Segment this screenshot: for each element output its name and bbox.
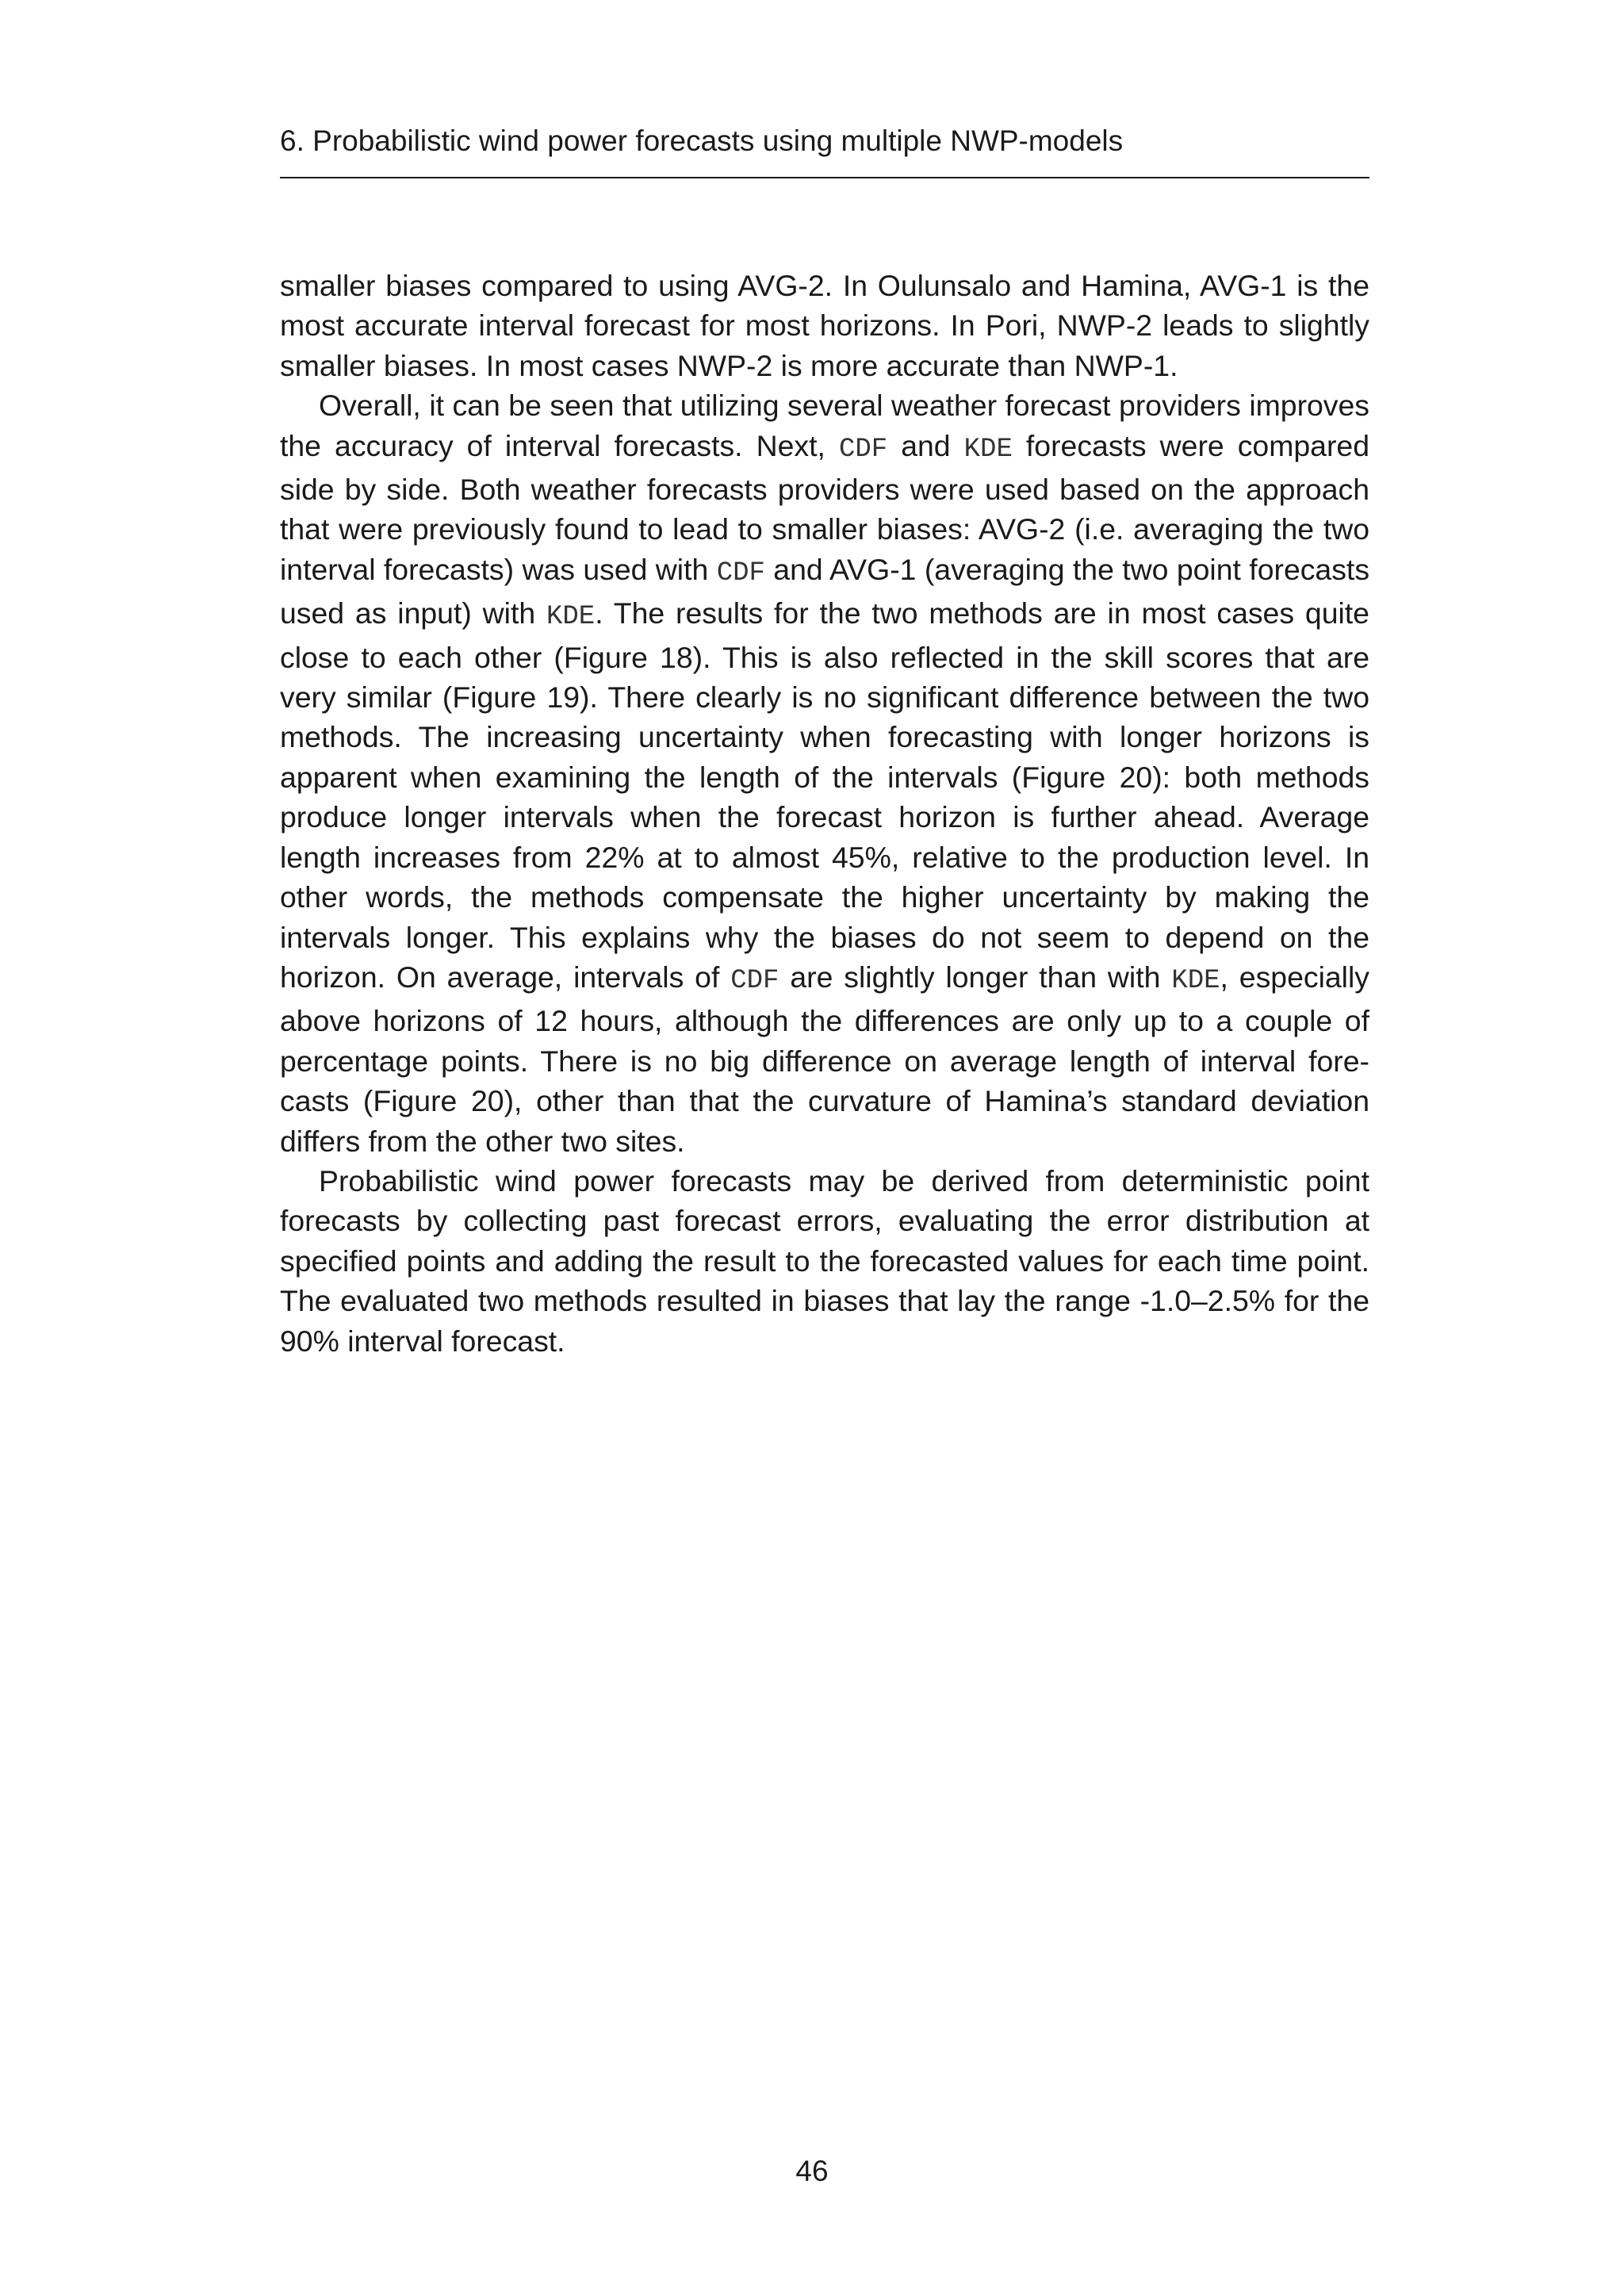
paragraph-3 [280, 1161, 1369, 1361]
code-term-kde: KDE [546, 602, 596, 633]
paragraph-2 [280, 385, 1369, 1161]
code-term-cdf: CDF [716, 558, 765, 588]
code-term-cdf: CDF [730, 965, 779, 996]
paragraph-1 [280, 266, 1369, 385]
paragraph-2-text-3: forecasts were compared side by side. Both weather forecasts providers were used based on the approach that were previously found to lead to smaller biases: AVG-2 (i.e. averaging the two interval forecasts) was used with [280, 428, 1369, 586]
code-term-kde: KDE [1171, 965, 1220, 996]
paragraph-2-text-2: and [887, 428, 964, 462]
paragraph-2-text-7: , especially above horizons of 12 hours, although the differences are only up to a couple of percentage points. There is no big difference on average length of interval forecasts (Figure 20), other than that the curvature of Hamina’s standard deviation differs from the other two sites. [280, 960, 1369, 1158]
paragraph-3-text: Probabilistic wind power forecasts may be derived from deterministic point forecasts by collecting past forecast errors, evaluating the error distribution at specified points and adding the result to the forecasted values for each time point. The evaluated two methods resulted in biases that lay the range -1.0–2.5% for the 90% interval forecast. [280, 1163, 1369, 1358]
paragraph-1-text: smaller biases compared to using AVG-2. In Oulunsalo and Hamina, AVG-1 is the most accurate interval forecast for most horizons. In Pori, NWP-2 leads to slightly smaller biases. In most cases NWP-2 is more accurate than NWP-1. [280, 269, 1369, 382]
code-term-kde: KDE [963, 434, 1013, 465]
paragraph-2-text-1: Overall, it can be seen that utilizing several weather forecast providers improves the accuracy of interval forecasts. Next, [280, 389, 1369, 462]
code-term-cdf: CDF [838, 434, 888, 465]
header-rule [280, 177, 1369, 178]
body-text [280, 266, 1369, 1361]
paragraph-2-text-5: . The results for the two methods are in most cases quite close to each other (Figure 18). This is also reflected in the skill scores that are very similar (Figure 19). There clearly is no significant difference between the two methods. The increasing uncertainty when forecasting with longer horizons is apparent when examining the length of the intervals (Figure 20): both methods produce longer intervals when the forecast horizon is further ahead. Average length increases from 22% at to almost 45%, relative to the production level. In other words, the methods compensate the higher uncertainty by making the intervals longer. This explains why the biases do not seem to depend on the horizon. On average, intervals of [280, 596, 1369, 994]
paragraph-2-text-6: are slightly longer than with [779, 960, 1172, 994]
paragraph-2-text-4: and AVG-1 (averaging the two point forecasts used as input) with [280, 552, 1370, 630]
page-number: 46 [795, 2155, 829, 2187]
running-header: 6. Probabilistic wind power forecasts using multiple NWP-models [280, 125, 1124, 157]
